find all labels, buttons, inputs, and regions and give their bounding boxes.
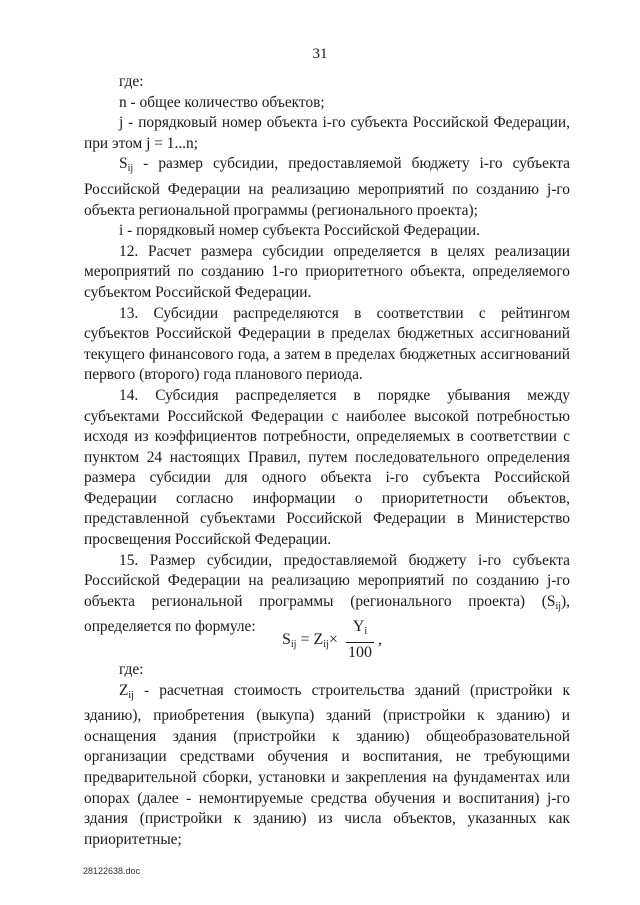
subsidy-formula: $S_{ij} = Z_{ij}\times$ $Y_i$ 100 , bbox=[282, 618, 382, 661]
paragraph: 13. Субсидии распределяются в соответствии с рейтингом субъектов Российской Федерации в пределах бюджетных ассигнований текущего финансового года, а затем в пределах бюджетных ассигнований первого (второго) года планового периода. bbox=[84, 304, 570, 384]
paragraph: j - порядковый номер объекта i-го субъекта Российской Федерации, при этом j = 1...n; bbox=[84, 114, 570, 152]
paragraph: n - общее количество объектов; bbox=[119, 93, 325, 111]
file-name-footer: 28122638.doc bbox=[83, 866, 141, 876]
paragraph: $S_{ij}$ - размер субсидии, предоставляемой бюджету i-го субъекта Российской Федерации на реализацию мероприятий по созданию j-го объекта региональной программы (регионального проекта); bbox=[84, 155, 570, 219]
page-number: 31 bbox=[312, 46, 328, 62]
document-body bbox=[84, 72, 570, 638]
paragraph: где: bbox=[119, 661, 144, 678]
formula-fraction: $Y_i$ 100 bbox=[348, 618, 372, 661]
paragraph: где: bbox=[119, 73, 144, 90]
paragraph: 14. Субсидия распределяется в порядке убывания между субъектами Российской Федерации с наиболее высокой потребностью исходя из коэффициентов потребности, определяемых в соответствии с пунктом 24 настоящих Правил, путем последовательного определения размера субсидии для одного объекта i-го субъекта Российской Федерации согласно информации о приоритетности объектов, представленной субъектами Российской Федерации в Министерство просвещения Российской Федерации. bbox=[84, 386, 570, 549]
document-body-after-formula bbox=[84, 660, 570, 850]
paragraph: i - порядковый номер субъекта Российской Федерации. bbox=[119, 222, 480, 240]
paragraph: 12. Расчет размера субсидии определяется в целях реализации мероприятий по созданию 1-го приоритетного объекта, определяемого субъектом Российской Федерации. bbox=[84, 242, 570, 301]
paragraph: $Z_{ij}$ - расчетная стоимость строительства зданий (пристройки к зданию), приобретения (выкупа) зданий (пристройки к зданию) и оснащения здания (пристройки к зданию) общеобразовательной организации средствами обучения и воспитания, не требующими предварительной сборки, установки и закрепления на фундаментах или опорах (далее - немонтируемые средства обучения и воспитания) j-го здания (пристройки к зданию) из числа объектов, указанных как приоритетные; bbox=[84, 681, 570, 848]
formula-lhs: $S_{ij} = Z_{ij}\times$ bbox=[282, 631, 338, 650]
paragraph: 15. Размер субсидии, предоставляемой бюджету i-го субъекта Российской Федерации на реализацию мероприятий по созданию j-го объекта региональной программы (регионального проекта) $(S_{ij})$, определяется по формуле: bbox=[84, 551, 570, 636]
